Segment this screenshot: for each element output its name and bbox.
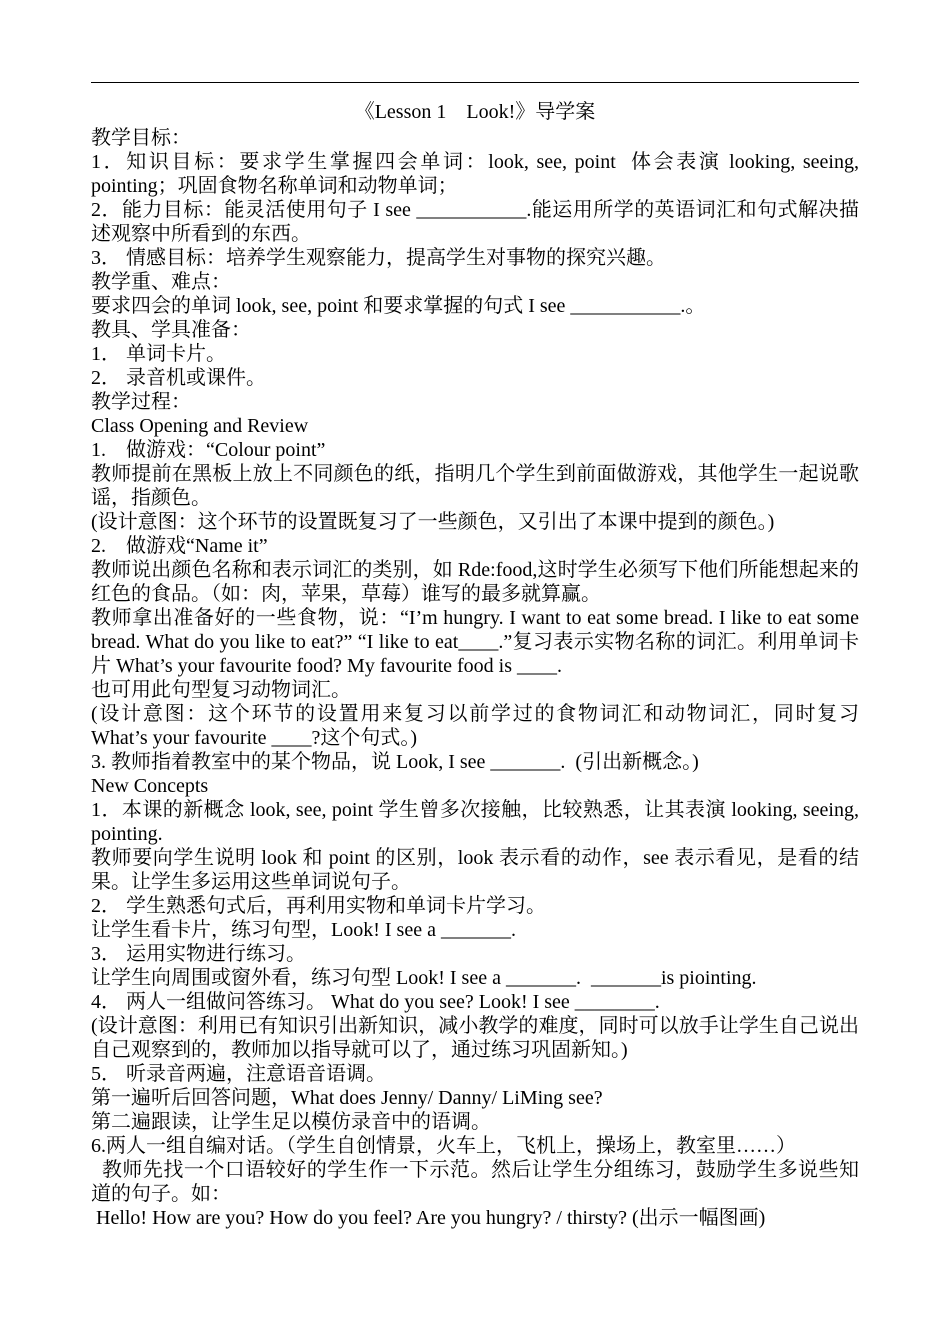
text-line: (设计意图：这个环节的设置既复习了一些颜色，又引出了本课中提到的颜色。) [91,511,775,533]
text-line: 3． 运用实物进行练习。 [91,943,306,965]
text-line: 1. 做游戏：“Colour point” [91,439,326,461]
text-line: 教师说出颜色名称和表示词汇的类别，如 Rde:food,这时学生必须写下他们所能想起来的红色的食品。（如：肉，苹果，草莓）谁写的最多就算赢。 [91,559,859,605]
text-line: Hello! How are you? How do you feel? Are you hungry? / thirsty? (出示一幅图画) [91,1207,766,1229]
text-line: 6.两人一组自编对话。（学生自创情景，火车上，飞机上，操场上，教室里……） [91,1135,796,1157]
text-line: 1．知识目标：要求学生掌握四会单词：look, see, point 体会表演 looking, seeing, pointing；巩固食物名称单词和动物单词； [91,151,864,197]
header-rule [91,82,859,83]
text-line: 1．本课的新概念 look, see, point 学生曾多次接触，比较熟悉，让其表演 looking, seeing, pointing. [91,799,864,845]
text-line: 教师先找一个口语较好的学生作一下示范。然后让学生分组练习，鼓励学生多说些知道的句子。如： [91,1159,860,1205]
text-line: 让学生向周围或窗外看，练习句型 Look! I see a _______. _______is piointing. [91,967,757,989]
text-line: 5． 听录音两遍，注意语音语调。 [91,1063,386,1085]
text-line: 4． 两人一组做问答练习。 What do you see? Look! I see ________. [91,991,660,1013]
text-line: Class Opening and Review [91,415,309,437]
text-line: 要求四会的单词 look, see, point 和要求掌握的句式 I see ___________.。 [91,295,706,317]
document-body [91,100,864,1230]
text-line: 1． 单词卡片。 [91,343,226,365]
text-line: 教师要向学生说明 look 和 point 的区别，look 表示看的动作，see 表示看见，是看的结果。让学生多运用这些单词说句子。 [91,847,859,893]
text-line: 教学重、难点： [91,271,231,293]
text-line: New Concepts [91,775,209,797]
document-lines [91,126,864,1230]
document-title: 《Lesson 1 Look!》导学案 [354,101,596,123]
text-line: 2．能力目标：能灵活使用句子 I see ___________.能运用所学的英语词汇和句式解决描述观察中所看到的东西。 [91,199,859,245]
text-line: 教学目标： [91,127,191,149]
text-line: 3. 教师指着教室中的某个物品，说 Look, I see _______. (引出新概念。) [91,751,699,773]
text-line: 让学生看卡片，练习句型，Look! I see a _______. [91,919,516,941]
text-line: 2． 录音机或课件。 [91,367,266,389]
text-line: 教师提前在黑板上放上不同颜色的纸，指明几个学生到前面做游戏，其他学生一起说歌谣，指颜色。 [91,463,859,509]
text-line: 教具、学具准备： [91,319,251,341]
text-line: (设计意图：这个环节的设置用来复习以前学过的食物词汇和动物词汇，同时复习 What’s your favourite ____?这个句式。) [91,703,864,749]
text-line: 第一遍听后回答问题，What does Jenny/ Danny/ LiMing see? [91,1087,603,1109]
text-line: 3． 情感目标：培养学生观察能力，提高学生对事物的探究兴趣。 [91,247,666,269]
text-line: 2. 做游戏“Name it” [91,535,268,557]
text-line: 教师拿出准备好的一些食物，说：“I’m hungry. I want to eat some bread. I like to eat some bread. What do you like to eat?” “I like to eat____.”复习表示实物名称的词汇。利用单词卡片 What’s your favourite food? My favourite food is ____. [91,607,864,677]
text-line: 也可用此句型复习动物词汇。 [91,679,351,701]
text-line: (设计意图：利用已有知识引出新知识，减小教学的难度，同时可以放手让学生自己说出自己观察到的，教师加以指导就可以了，通过练习巩固新知。) [91,1015,859,1061]
text-line: 第二遍跟读，让学生足以模仿录音中的语调。 [91,1111,491,1133]
text-line: 教学过程： [91,391,191,413]
text-line: 2． 学生熟悉句式后，再利用实物和单词卡片学习。 [91,895,546,917]
